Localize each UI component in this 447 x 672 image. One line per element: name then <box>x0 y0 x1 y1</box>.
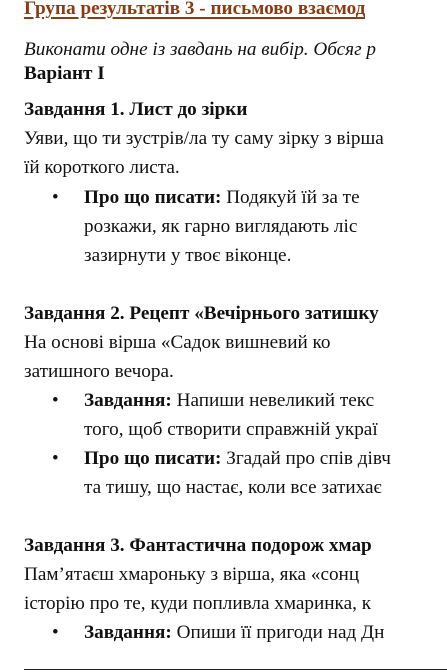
task2-bullet2-text: Згадай про спів дівч <box>221 448 391 469</box>
task3-intro-line2: історію про те, куди попливла хмаринка, к <box>24 593 372 614</box>
task3-bullet1-label: Завдання: <box>84 622 172 643</box>
bullet-marker: • <box>52 448 59 469</box>
task1-bullet1-line2: розкажи, як гарно виглядають ліс <box>84 216 358 237</box>
instruction-text: Виконати одне із завдань на вибір. Обсяг р <box>24 39 376 60</box>
task2-title: Завдання 2. Рецепт «Вечірнього затишку <box>24 303 379 324</box>
task2-intro-line2: затишного вечора. <box>24 361 174 382</box>
task1-bullet1-line3: зазирнути у твоє віконце. <box>84 245 292 266</box>
bullet-marker: • <box>52 622 59 643</box>
task1-intro-line1: Уяви, що ти зустрів/ла ту саму зірку з вірша <box>24 128 384 149</box>
task2-bullet2-line1 <box>84 447 447 471</box>
task2-bullet2-line2: та тишу, що настає, коли все затихає <box>84 477 382 498</box>
task2-intro-line1: На основі вірша «Садок вишневий ко <box>24 332 331 353</box>
task1-bullet1-text: Подякуй їй за те <box>221 187 360 208</box>
task2-bullet1-line1 <box>84 389 447 413</box>
task3-bullet1-text: Опиши її пригоди над Дн <box>171 622 385 643</box>
task1-bullet1-line1 <box>84 186 447 210</box>
task1-bullet1-label: Про що писати: <box>84 187 222 208</box>
task2-bullet1-label: Завдання: <box>84 390 172 411</box>
task2-bullet1-text: Напиши невеликий текс <box>171 390 375 411</box>
task3-bullet1-line1 <box>84 621 447 645</box>
group-heading: Група результатів 3 - письмово взаємод <box>24 0 366 19</box>
bullet-marker: • <box>52 187 59 208</box>
task1-title: Завдання 1. Лист до зірки <box>24 99 248 120</box>
task3-title: Завдання 3. Фантастична подорож хмар <box>24 535 372 556</box>
variant-label: Варіант І <box>24 63 105 84</box>
task2-bullet1-line2: того, щоб створити справжній украї <box>84 419 378 440</box>
task1-intro-line2: їй короткого листа. <box>24 157 180 178</box>
task2-bullet2-label: Про що писати: <box>84 448 222 469</box>
bullet-marker: • <box>52 390 59 411</box>
footnote-divider <box>24 669 447 670</box>
task3-intro-line1: Пам’ятаєш хмароньку з вірша, яка «сонц <box>24 564 360 585</box>
